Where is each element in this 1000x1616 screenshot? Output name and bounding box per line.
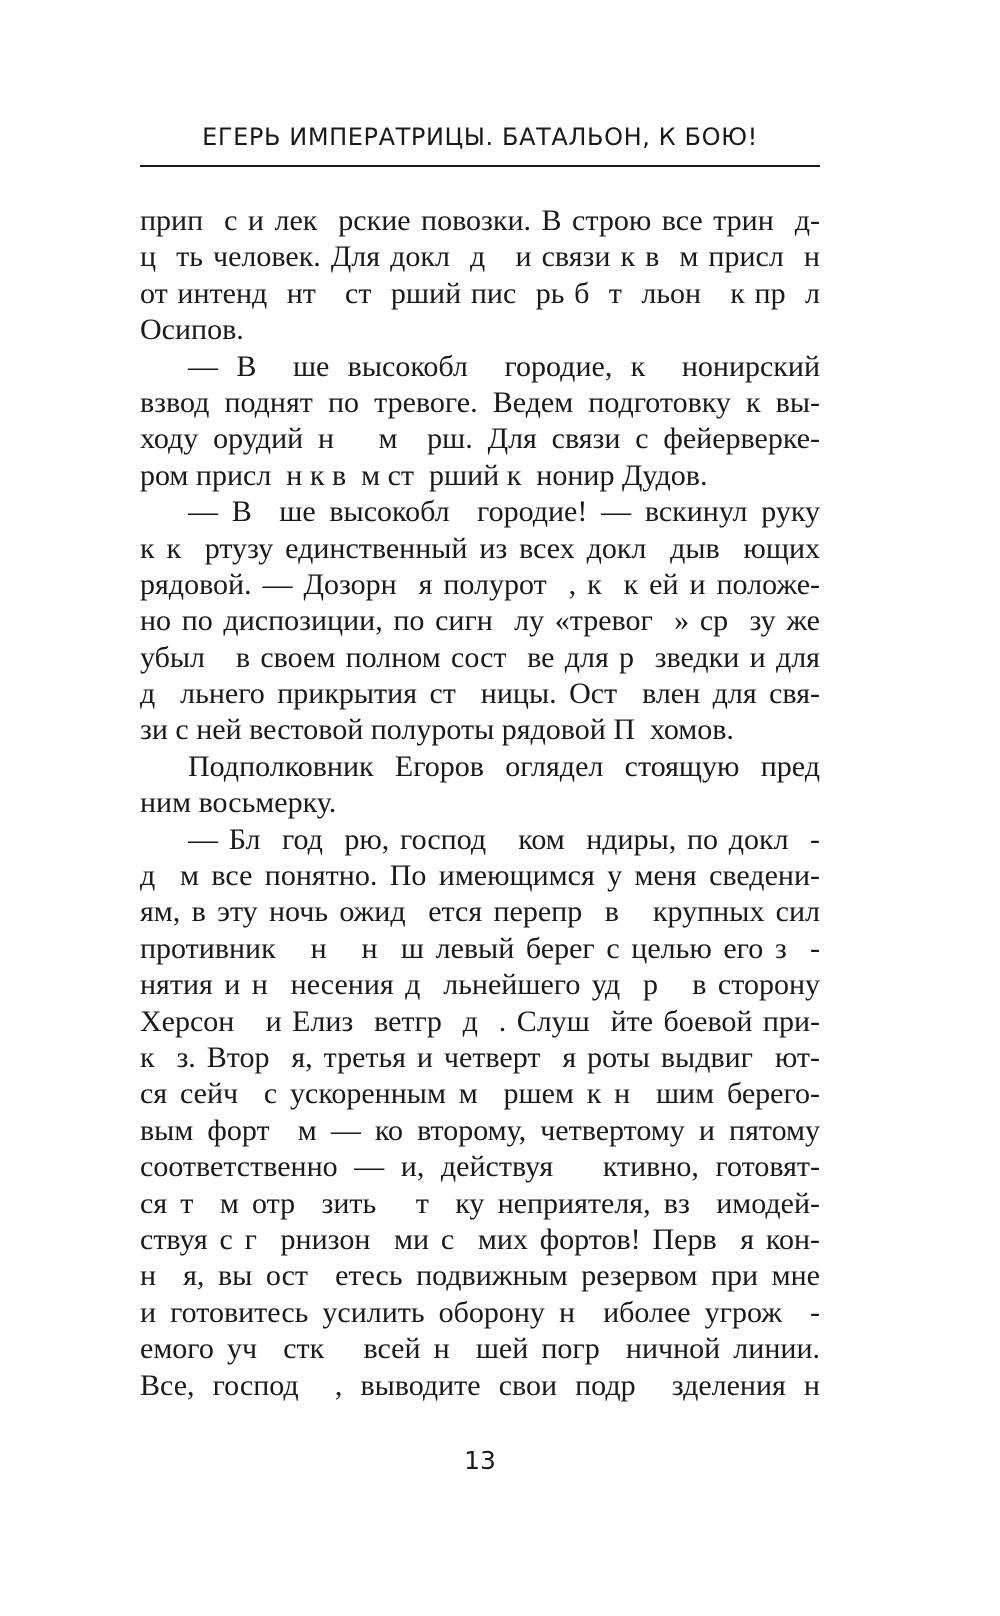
text-line: н я, вы ост етесь подвижным резервом при мне — [140, 1259, 820, 1293]
header-rule — [140, 165, 820, 167]
text-line: вым форт м — ко второму, четвертому и пятому — [140, 1113, 820, 1147]
page-number: 13 — [464, 1446, 496, 1475]
text-line: Все, господ , выводите свои подр зделения н — [140, 1368, 820, 1402]
text-line: — В ше высокобл городие, к нонирский — [188, 349, 820, 383]
text-line: соответственно — и, действуя ктивно, готовят- — [140, 1150, 820, 1184]
running-header: ЕГЕРЬ ИМПЕРАТРИЦЫ. БАТАЛЬОН, К БОЮ! — [202, 123, 758, 151]
text-line: ром присл н к в м ст рший к нонир Дудов. — [140, 458, 708, 492]
text-line: емого уч стк всей н шей погр ничной линии. — [140, 1332, 820, 1366]
text-line: зи с ней вестовой полуроты рядовой П хомов. — [140, 713, 734, 747]
text-line: ствуя с г рнизон ми с мих фортов! Перв я кон- — [140, 1222, 820, 1256]
text-line: противник н н ш левый берег с целью его з - — [140, 931, 820, 965]
text-line: ся т м отр зить т ку неприятеля, вз имодей- — [140, 1186, 820, 1220]
text-line: Подполковник Егоров оглядел стоящую пред — [188, 749, 820, 783]
text-line: Херсон и Елиз ветгр д . Слуш йте боевой при- — [140, 1004, 820, 1038]
text-line: нятия и н несения д льнейшего уд р в сторону — [140, 968, 820, 1002]
text-line: ям, в эту ночь ожид ется перепр в крупных сил — [140, 895, 820, 929]
text-line: от интенд нт ст рший пис рь б т льон к пр л — [140, 276, 820, 310]
text-line: к к ртузу единственный из всех докл дыв ющих — [140, 531, 820, 565]
text-line: — Бл год рю, господ ком ндиры, по докл - — [188, 822, 820, 856]
text-line: прип с и лек рские повозки. В строю все трин д- — [140, 204, 820, 237]
text-line: к з. Втор я, третья и четверт я роты выдвиг ют- — [140, 1040, 820, 1074]
text-line: Осипов. — [140, 313, 244, 347]
text-line: — В ше высокобл городие! — вскинул руку — [188, 495, 820, 529]
text-line: ним восьмерку. — [140, 786, 337, 820]
body-text — [140, 203, 820, 1404]
text-line: ся сейч с ускоренным м ршем к н шим берего- — [140, 1077, 820, 1111]
text-line: д льнего прикрытия ст ницы. Ост влен для свя- — [140, 677, 820, 711]
text-line: взвод поднят по тревоге. Ведем подготовку к вы- — [140, 385, 820, 419]
text-line: ц ть человек. Для докл д и связи к в м присл н — [140, 240, 820, 274]
text-line: рядовой. — Дозорн я полурот , к к ей и положе- — [140, 567, 820, 601]
text-line: но по диспозиции, по сигн лу «тревог » ср зу же — [140, 604, 820, 638]
text-line: убыл в своем полном сост ве для р зведки и для — [140, 640, 820, 674]
text-line: д м все понятно. По имеющимся у меня сведени- — [140, 859, 820, 893]
text-line: ходу орудий н м рш. Для связи с фейерверке- — [140, 422, 820, 456]
text-line: и готовитесь усилить оборону н иболее угрож - — [140, 1295, 820, 1329]
